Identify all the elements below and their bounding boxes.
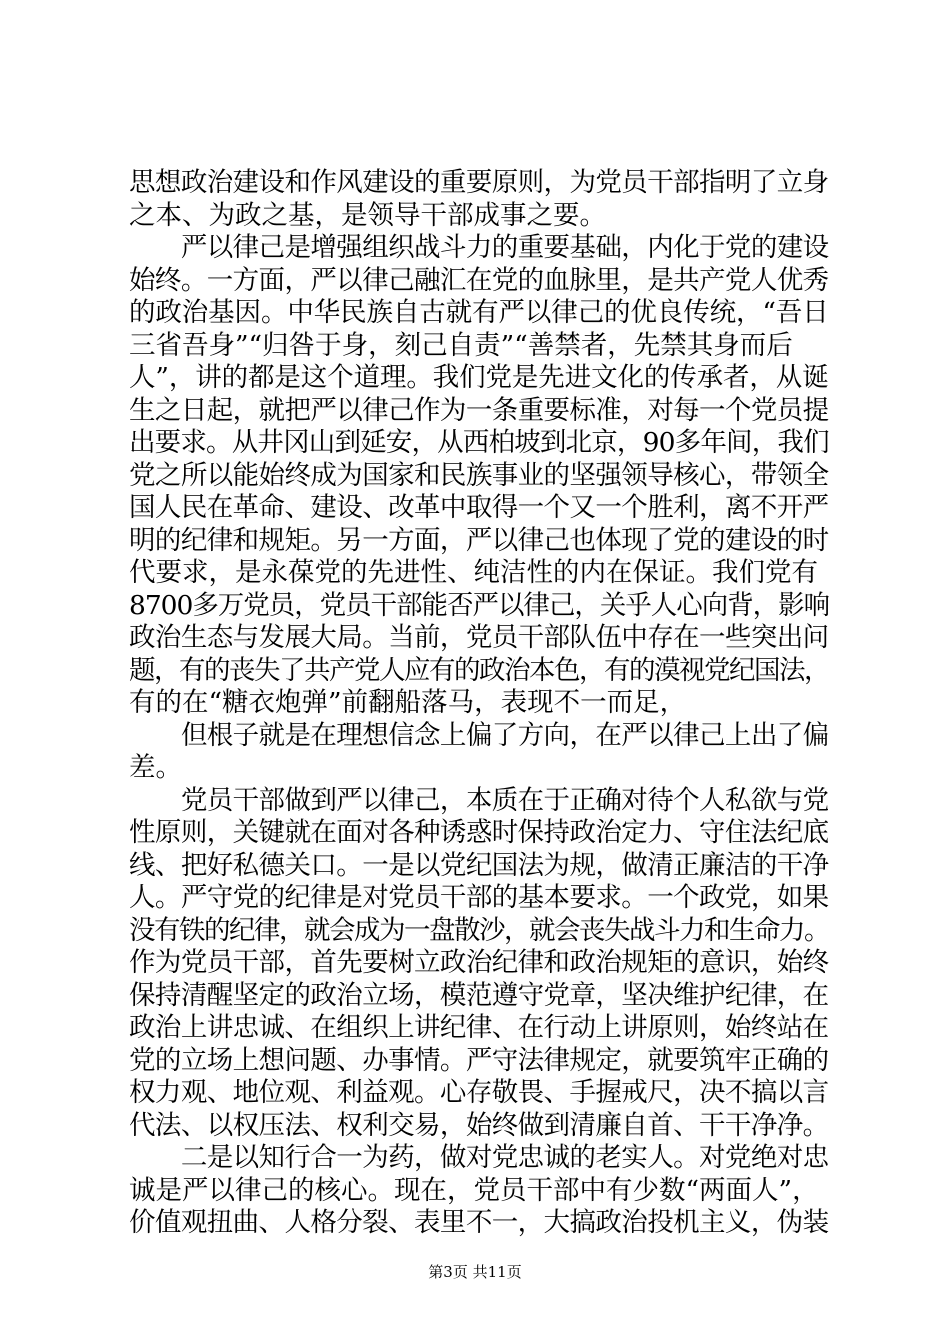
text-line: 党之所以能始终成为国家和民族事业的坚强领导核心，带领全 bbox=[129, 459, 829, 491]
text-line: 8700多万党员，党员干部能否严以律己，关乎人心向背，影响 bbox=[129, 589, 830, 621]
text-line: 但根子就是在理想信念上偏了方向，在严以律己上出了偏 bbox=[129, 719, 829, 751]
text-line: 没有铁的纪律，就会成为一盘散沙，就会丧失战斗力和生命力。 bbox=[129, 914, 829, 946]
text-line: 权力观、地位观、利益观。心存敬畏、手握戒尺，决不搞以言 bbox=[129, 1077, 829, 1108]
text-line: 始终。一方面，严以律己融汇在党的血脉里，是共产党人优秀 bbox=[129, 264, 829, 296]
text-line: 有的在“糖衣炮弹”前翻船落马，表现不一而足， bbox=[129, 687, 687, 718]
text-line: 诚是严以律己的核心。现在，党员干部中有少数“两面人”， bbox=[129, 1174, 819, 1206]
text-line: 明的纪律和规矩。另一方面，严以律己也体现了党的建设的时 bbox=[129, 524, 829, 556]
text-line: 政治上讲忠诚、在组织上讲纪律、在行动上讲原则，始终站在 bbox=[129, 1012, 829, 1043]
page-footer: 第3页 共11页 bbox=[428, 1263, 522, 1281]
text-line: 题，有的丧失了共产党人应有的政治本色，有的漠视党纪国法， bbox=[129, 654, 829, 686]
text-line: 人”，讲的都是这个道理。我们党是先进文化的传承者，从诞 bbox=[129, 362, 829, 393]
text-line: 党员干部做到严以律己，本质在于正确对待个人私欲与党 bbox=[129, 784, 829, 816]
text-line: 二是以知行合一为药，做对党忠诚的老实人。对党绝对忠 bbox=[129, 1142, 829, 1173]
text-line: 价值观扭曲、人格分裂、表里不一，大搞政治投机主义，伪装 bbox=[129, 1207, 829, 1238]
body-text bbox=[129, 167, 829, 1240]
text-line: 政治生态与发展大局。当前，党员干部队伍中存在一些突出问 bbox=[129, 622, 829, 653]
text-line: 差。 bbox=[129, 752, 182, 783]
text-line: 性原则，关键就在面对各种诱惑时保持政治定力、守住法纪底 bbox=[129, 817, 829, 848]
text-line: 代法、以权压法、权利交易，始终做到清廉自首、干干净净。 bbox=[129, 1109, 829, 1141]
text-line: 党的立场上想问题、办事情。严守法律规定，就要筑牢正确的 bbox=[129, 1044, 829, 1076]
text-line: 思想政治建设和作风建设的重要原则，为党员干部指明了立身 bbox=[129, 167, 829, 198]
text-line: 代要求，是永葆党的先进性、纯洁性的内在保证。我们党有 bbox=[129, 557, 818, 588]
text-line: 线、把好私德关口。一是以党纪国法为规，做清正廉洁的干净 bbox=[129, 849, 829, 881]
text-line: 之本、为政之基，是领导干部成事之要。 bbox=[129, 199, 606, 231]
text-line: 的政治基因。中华民族自古就有严以律己的优良传统，“吾日 bbox=[129, 297, 829, 328]
text-line: 生之日起，就把严以律己作为一条重要标准，对每一个党员提 bbox=[129, 394, 829, 426]
text-line: 作为党员干部，首先要树立政治纪律和政治规矩的意识，始终 bbox=[129, 947, 829, 978]
text-line: 国人民在革命、建设、改革中取得一个又一个胜利，离不开严 bbox=[129, 492, 829, 523]
text-line: 严以律己是增强组织战斗力的重要基础，内化于党的建设 bbox=[129, 232, 829, 263]
text-line: 三省吾身”“归咎于身，刻己自责”“善禁者，先禁其身而后 bbox=[129, 329, 793, 361]
text-line: 出要求。从井冈山到延安，从西柏坡到北京，90多年间，我们 bbox=[129, 427, 829, 458]
text-line: 人。严守党的纪律是对党员干部的基本要求。一个政党，如果 bbox=[129, 882, 829, 913]
text-line: 保持清醒坚定的政治立场，模范遵守党章，坚决维护纪律，在 bbox=[129, 979, 829, 1011]
